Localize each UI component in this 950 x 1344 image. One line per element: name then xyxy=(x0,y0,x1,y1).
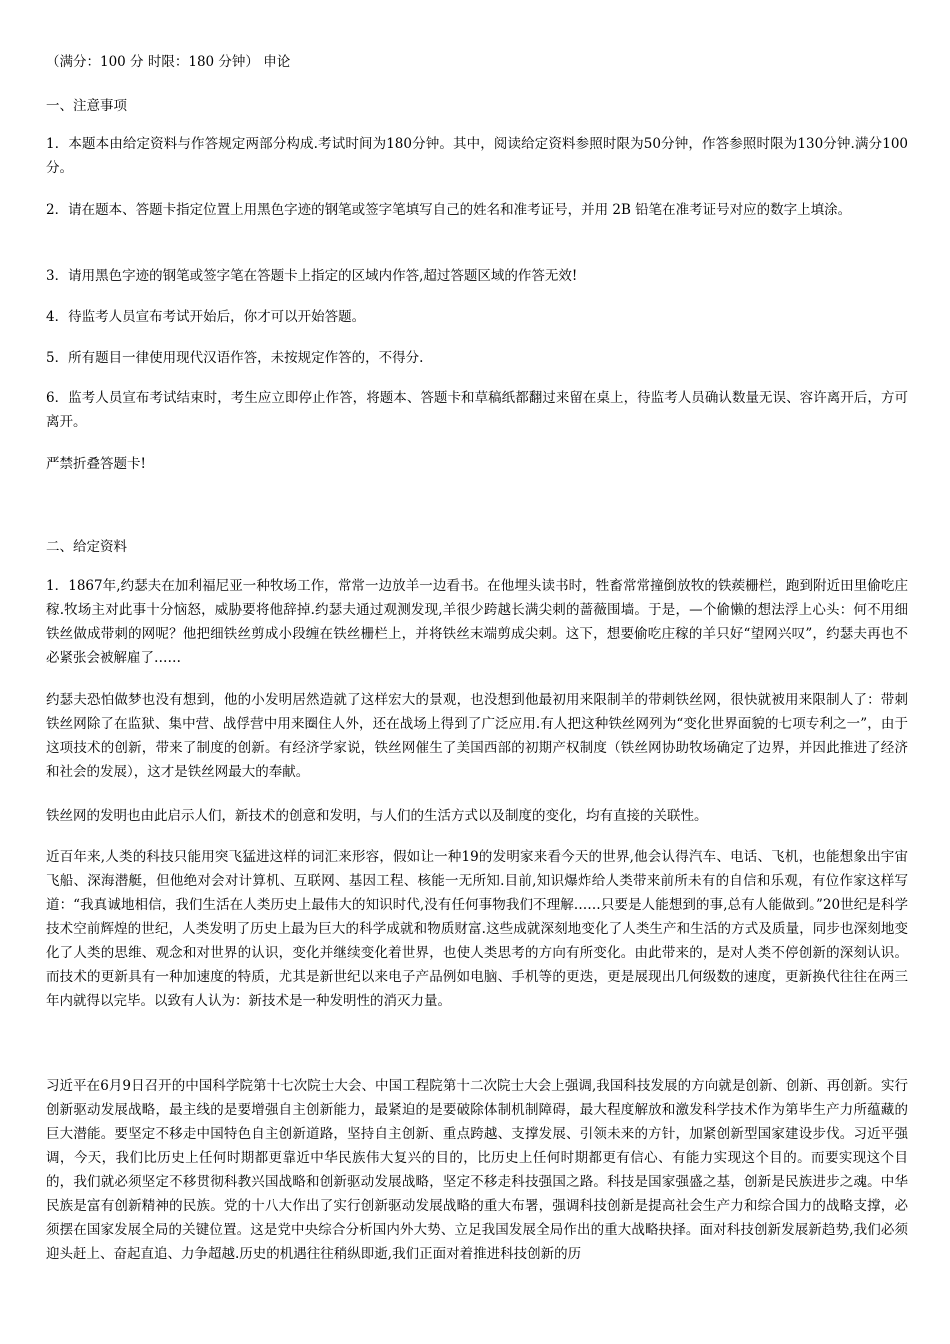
note-item xyxy=(46,346,908,370)
note-item-text: 5．所有题目一律使用现代汉语作答，未按规定作答的，不得分. xyxy=(46,350,424,366)
material-paragraph-text: 铁丝网的发明也由此启示人们，新技术的创意和发明，与人们的生活方式以及制度的变化，均有直接的关联性。 xyxy=(46,808,708,824)
caution-note: 严禁折叠答题卡! xyxy=(46,456,146,472)
note-item-text: 4．待监考人员宣布考试开始后，你才可以开始答题。 xyxy=(46,309,366,325)
note-item xyxy=(46,305,908,329)
section-title-materials: 二、给定资料 xyxy=(46,539,127,555)
note-item-text: 6．监考人员宣布考试结束时，考生应立即停止作答，将题本、答题卡和草稿纸都翻过来留在桌上，待监考人员确认数量无误、容许离开后，方可离开。 xyxy=(46,390,908,430)
section-title-notes: 一、注意事项 xyxy=(46,98,127,114)
material-paragraph xyxy=(46,845,908,1013)
material-paragraph-text: 约瑟夫恐怕做梦也没有想到，他的小发明居然造就了这样宏大的景观，也没想到他最初用来限制羊的带刺铁丝网，很快就被用来限制人了：带刺铁丝网除了在监狱、集中营、战俘营中用来圈住人外，还在战场上得到了广泛应用.有人把这种铁丝网列为“变化世界面貌的七项专利之一”，由于这项技术的创新，带来了制度的创新。有经济学家说，铁丝网催生了美国西部的初期产权制度（铁丝网协助牧场确定了边界，并因此推进了经济和社会的发展），这才是铁丝网最大的奉献。 xyxy=(46,692,908,780)
material-paragraph-text: 近百年来,人类的科技只能用突飞猛进这样的词汇来形容，假如让一种19的发明家来看今天的世界,他会认得汽车、电话、飞机，也能想象出宇宙飞船、深海潜艇，但他绝对会对计算机、互联网、基因工程、核能一无所知.目前,知识爆炸给人类带来前所未有的自信和乐观，有位作家这样写道：“我真诚地相信，我们生活在人类历史上最伟大的知识时代,没有任何事物我们不理解……只要是人能想到的事,总有人能做到。”20世纪是科学技术空前辉煌的世纪，人类发明了历史上最为巨大的科学成就和物质财富.这些成就深刻地变化了人类生产和生活的方式及质量，同步也深刻地变化了人类的思维、观念和对世界的认识，变化并继续变化着世界，也使人类思考的方向有所变化。由此带来的，是对人类不停创新的深刻认识。而技术的更新具有一种加速度的特质，尤其是新世纪以来电子产品例如电脑、手机等的更迭，更是展现出几何级数的速度，更新换代往往在两三年内就得以完毕。以致有人认为：新技术是一种发明性的消灭力量。 xyxy=(46,849,908,1009)
exam-header: （满分：100 分 时限：180 分钟） 申论 xyxy=(46,54,291,70)
note-item-text: 2．请在题本、答题卡指定位置上用黑色字迹的钢笔或签字笔填写自己的姓名和准考证号，并用 2B 铅笔在准考证号对应的数字上填涂。 xyxy=(46,202,852,218)
material-paragraph xyxy=(46,688,908,784)
material-paragraph xyxy=(46,574,908,670)
material-paragraph-text: 习近平在6月9日召开的中国科学院第十七次院士大会、中国工程院第十二次院士大会上强调,我国科技发展的方向就是创新、创新、再创新。实行创新驱动发展战略，最主线的是要增强自主创新能力，最紧迫的是要破除体制机制障碍，最大程度解放和激发科学技术作为第毕生产力所蕴藏的巨大潜能。要坚定不移走中国特色自主创新道路，坚持自主创新、重点跨越、支撑发展、引领未来的方针，加紧创新型国家建设步伐。习近平强调，今天，我们比历史上任何时期都更靠近中华民族伟大复兴的目的，比历史上任何时期都更有信心、有能力实现这个目的。而要实现这个目的，我们就必须坚定不移贯彻科教兴国战略和创新驱动发展战略，坚定不移走科技强国之路。科技是国家强盛之基，创新是民族进步之魂。中华民族是富有创新精神的民族。党的十八大作出了实行创新驱动发展战略的重大布署，强调科技创新是提高社会生产力和综合国力的战略支撑，必须摆在国家发展全局的关键位置。这是党中央综合分析国内外大势、立足我国发展全局作出的重大战略抉择。面对科技创新发展新趋势,我们必须迎头赶上、奋起直追、力争超越.历史的机遇往往稍纵即逝,我们正面对着推进科技创新的历 xyxy=(46,1078,908,1262)
note-item xyxy=(46,264,908,288)
material-paragraph xyxy=(46,804,908,828)
note-item xyxy=(46,386,908,434)
material-paragraph-text: 1．1867年,约瑟夫在加利福尼亚一种牧场工作，常常一边放羊一边看书。在他埋头读书时，牲畜常常撞倒放牧的铁蒺栅栏，跑到附近田里偷吃庄稼.牧场主对此事十分恼怒，威胁要将他辞掉.约瑟夫通过观测发现,羊很少跨越长满尖刺的蔷薇围墙。于是，—个偷懒的想法浮上心头：何不用细铁丝做成带刺的网呢？他把细铁丝剪成小段缠在铁丝栅栏上，并将铁丝末端剪成尖刺。这下，想要偷吃庄稼的羊只好“望网兴叹”，约瑟夫再也不必紧张会被解雇了…… xyxy=(46,578,908,666)
note-item xyxy=(46,132,908,180)
note-item-text: 1．本题本由给定资料与作答规定两部分构成.考试时间为180分钟。其中，阅读给定资料参照时限为50分钟，作答参照时限为130分钟.满分100分。 xyxy=(46,136,908,176)
note-item xyxy=(46,198,908,222)
note-item-text: 3．请用黑色字迹的钢笔或签字笔在答题卡上指定的区域内作答,超过答题区域的作答无效! xyxy=(46,268,578,284)
material-paragraph xyxy=(46,1074,908,1266)
